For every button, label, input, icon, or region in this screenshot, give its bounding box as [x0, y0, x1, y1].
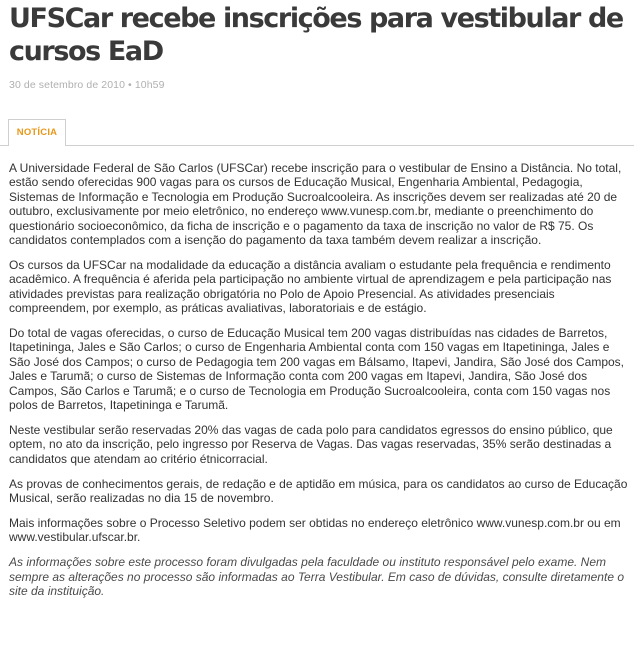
article-paragraph-2: Os cursos da UFSCar na modalidade da educação a distância avaliam o estudante pela frequência e rendimento acadêmico. A frequência é aferida pela participação no ambiente virtual de aprendizagem e pela participação nas atividades previstas para realização obrigatória no Polo de Apoio Presencial. As atividades presenciais compreendem, por exemplo, as práticas avaliativas, laboratoriais e de estágio.	[9, 257, 612, 316]
article-paragraph-4: Neste vestibular serão reservadas 20% das vagas de cada polo para candidatos egressos do ensino público, que optem, no ato da inscrição, pelo ingresso por Reserva de Vagas. Das vagas reservadas, 35% serão destinadas a candidatos que atendam ao critério étnicorracial.	[9, 423, 613, 466]
article-paragraph-3: Do total de vagas oferecidas, o curso de Educação Musical tem 200 vagas distribuídas nas cidades de Barretos, Itapetininga, Jales e São Carlos; o curso de Engenharia Ambiental conta com 150 vagas em Itapetininga, Jales e São José dos Campos; o curso de Pedagogia tem 200 vagas em Bálsamo, Itapevi, Jandira, São José dos Campos, Jales e Tarumã; o curso de Sistemas de Informação conta com 200 vagas em Itapevi, Jandira, São José dos Campos, São Carlos e Tarumã; e o curso de Tecnologia em Produção Sucroalcooleira, conta com 150 vagas nos polos de Barretos, Itapetininga e Tarumã.	[9, 326, 625, 413]
disclaimer-note: As informações sobre este processo foram divulgadas pela faculdade ou instituto responsável pelo exame. Nem sempre as alterações no processo são informadas ao Terra Vestibular. Em caso de dúvidas, consulte diretamente o site da instituição.	[9, 555, 624, 599]
article-title: UFSCar recebe inscrições para vestibular de cursos EaD	[9, 3, 623, 67]
article-paragraph-1: A Universidade Federal de São Carlos (UFSCar) recebe inscrição para o vestibular de Ensino a Distância. No total, estão sendo oferecidas 900 vagas para os cursos de Educação Musical, Engenharia Ambiental, Pedagogia, Sistemas de Informação e Tecnologia em Produção Sucroalcooleira. As inscrições devem ser realizadas até 20 de outubro, exclusivamente por meio eletrônico, no endereço www.vunesp.com.br, mediante o preenchimento do questionário socioeconômico, da ficha de inscrição e o pagamento da taxa de inscrição no valor de R$ 75. Os candidatos contemplados com a isenção do pagamento da taxa também devem realizar a inscrição.	[9, 161, 622, 248]
article-paragraph-5: As provas de conhecimentos gerais, de redação e de aptidão em música, para os candidatos ao curso de Educação Musical, serão realizadas no dia 15 de novembro.	[9, 476, 628, 506]
article-tab-bar	[0, 119, 639, 146]
tab-active-indicator	[9, 145, 65, 146]
article-body	[9, 161, 631, 609]
tab-divider	[0, 145, 634, 146]
tab-noticia[interactable]: NOTÍCIA	[8, 119, 66, 145]
article-paragraph-6: Mais informações sobre o Processo Seletivo podem ser obtidas no endereço eletrônico www.vunesp.com.br ou em www.vestibular.ufscar.br.	[9, 516, 621, 545]
article-date: 30 de setembro de 2010 • 10h59	[9, 79, 165, 91]
